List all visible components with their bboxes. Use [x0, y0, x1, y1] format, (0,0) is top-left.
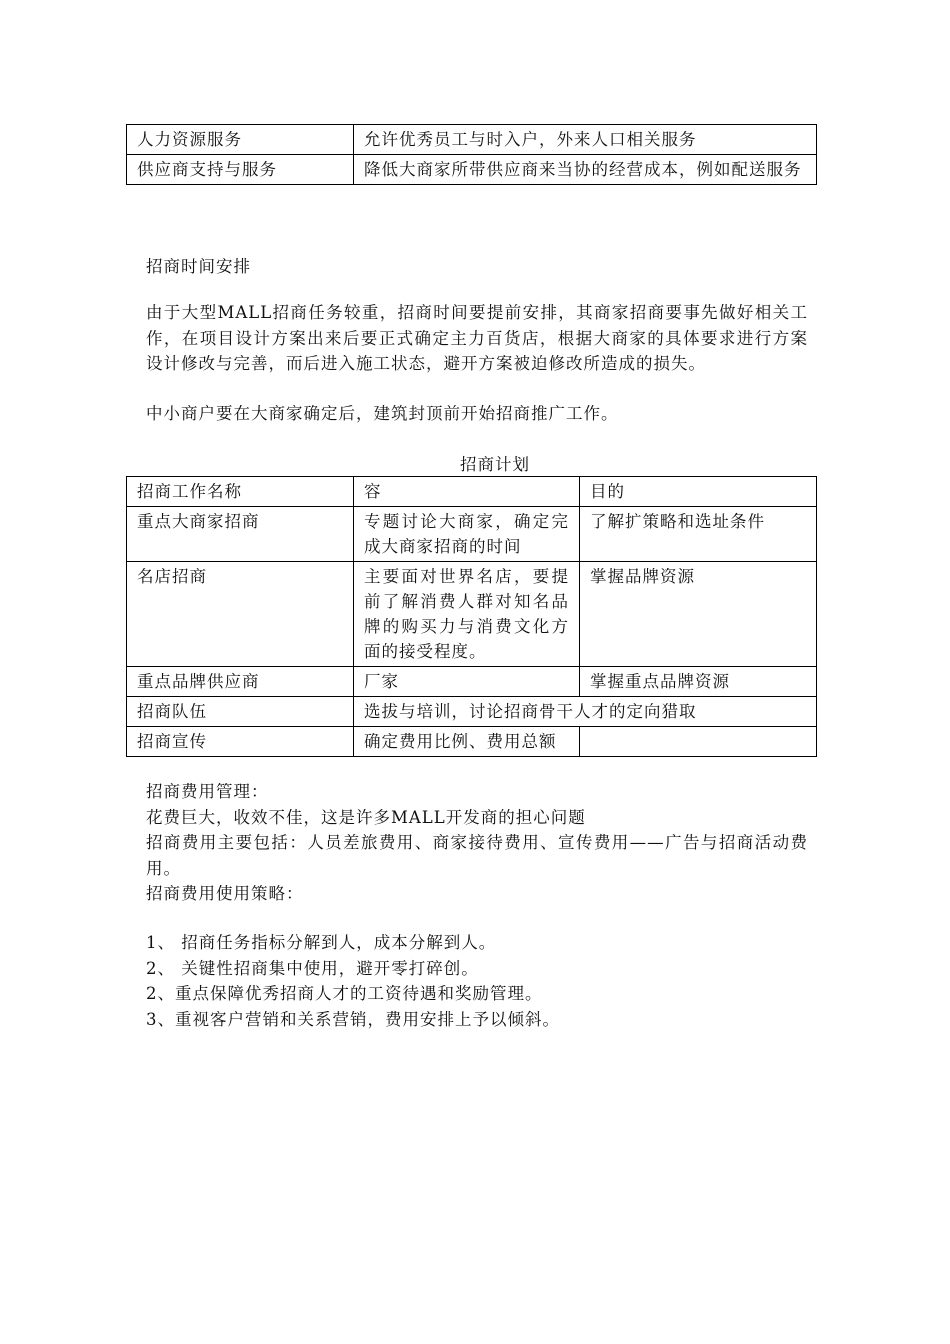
service-desc: 允许优秀员工与时入户，外来人口相关服务	[354, 125, 817, 155]
list-item: 1、 招商任务指标分解到人，成本分解到人。	[146, 933, 497, 952]
table-cell	[580, 727, 817, 757]
table-cell: 专题讨论大商家，确定完成大商家招商的时间	[354, 507, 580, 562]
paragraph: 由于大型MALL招商任务较重，招商时间要提前安排，其商家招商要事先做好相关工作，在项目设计方案出来后要正式确定主力百货店，根据大商家的具体要求进行方案设计修改与完善，而后进入施工状态，避开方案被迫修改所造成的损失。	[146, 303, 808, 373]
table-cell: 了解扩策略和选址条件	[580, 507, 817, 562]
table-row	[127, 727, 817, 757]
list-item: 2、 关键性招商集中使用，避开零打碎创。	[146, 958, 479, 978]
paragraph: 中小商户要在大商家确定后，建筑封顶前开始招商推广工作。	[146, 404, 619, 423]
table-row	[127, 697, 817, 727]
table-row	[127, 667, 817, 697]
table-cell: 主要面对世界名店，要提前了解消费人群对知名品牌的购买力与消费文化方面的接受程度。	[354, 562, 580, 667]
table-cell: 掌握重点品牌资源	[580, 667, 817, 697]
services-table	[126, 124, 817, 185]
table-cell: 重点品牌供应商	[127, 667, 354, 697]
table-cell: 掌握品牌资源	[580, 562, 817, 667]
table-cell: 招商宣传	[127, 727, 354, 757]
list-item: 2、重点保障优秀招商人才的工资待遇和奖励管理。	[146, 984, 543, 1003]
table-cell: 招商队伍	[127, 697, 354, 727]
cost-line: 招商费用主要包括：人员差旅费用、商家接待费用、宣传费用——广告与招商活动费用。	[146, 833, 808, 878]
service-name: 供应商支持与服务	[127, 155, 354, 185]
table-header-row	[127, 477, 817, 507]
column-header: 目的	[580, 477, 817, 507]
cost-line: 花费巨大，收效不佳，这是许多MALL开发商的担心问题	[146, 807, 586, 827]
column-header: 招商工作名称	[127, 477, 354, 507]
plan-table	[126, 476, 817, 757]
table-cell: 确定费用比例、费用总额	[354, 727, 580, 757]
table-cell: 名店招商	[127, 562, 354, 667]
table-row	[127, 562, 817, 667]
cost-line: 招商费用使用策略：	[146, 884, 304, 903]
service-name: 人力资源服务	[127, 125, 354, 155]
table-row	[127, 507, 817, 562]
cost-section	[146, 779, 808, 907]
strategy-list	[146, 930, 560, 1032]
table-row	[127, 155, 817, 185]
column-header: 容	[354, 477, 580, 507]
section-title: 招商时间安排	[146, 257, 251, 276]
table-cell: 选拔与培训，讨论招商骨干人才的定向猎取	[354, 697, 817, 727]
table-row	[127, 125, 817, 155]
list-item: 3、重视客户营销和关系营销，费用安排上予以倾斜。	[146, 1009, 560, 1029]
table-cell: 厂家	[354, 667, 580, 697]
table-cell: 重点大商家招商	[127, 507, 354, 562]
table-caption: 招商计划	[460, 455, 530, 474]
service-desc: 降低大商家所带供应商来当协的经营成本，例如配送服务	[354, 155, 817, 185]
cost-title: 招商费用管理：	[146, 782, 269, 801]
